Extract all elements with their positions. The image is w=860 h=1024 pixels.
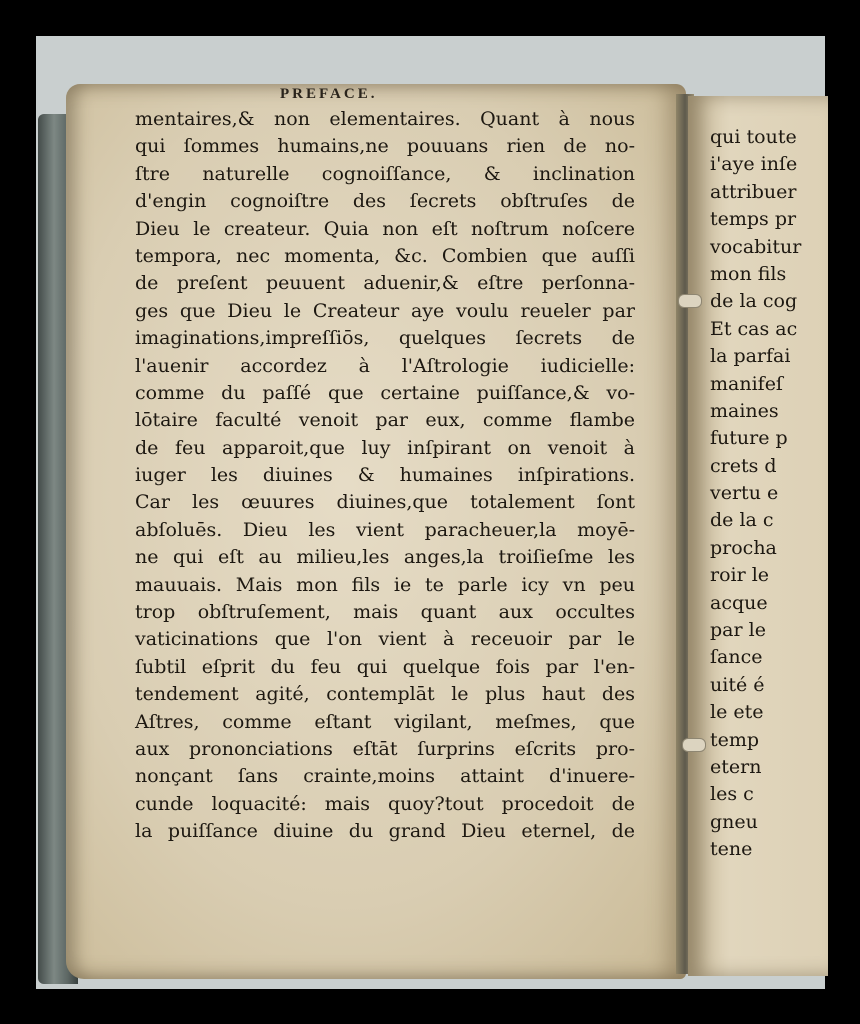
right-text-line: ſance [710,646,763,669]
text-line: cunde loquacité: mais quoy?tout procedoit de [135,792,635,815]
right-text-line: le ete [710,701,764,724]
right-text-line: roir le [710,564,770,587]
text-line: de feu apparoit,que luy inſpirant on venoit à [135,436,635,459]
text-line: ſubtil eſprit du feu qui quelque fois par l'en- [135,655,635,678]
text-line: ſtre naturelle cognoiſſance, & inclination [135,162,635,185]
right-text-line: future p [710,427,788,450]
text-line: lōtaire faculté venoit par eux, comme flambe [135,409,635,432]
right-text-line: Et cas ac [710,317,798,340]
right-text-line: mon fils [710,262,787,285]
right-text-line: qui toute [710,126,797,148]
right-text-line: crets d [710,454,777,477]
right-text-line: acque [710,591,768,614]
right-text-line: vertu e [710,482,779,505]
right-text-line: de la c [710,509,774,532]
right-text-line: maines [710,399,779,422]
text-line: ne qui eſt au milieu,les anges,la troiſieſme les [135,546,635,569]
text-line: trop obſtruſement, mais quant aux occultes [135,601,635,624]
text-line: tendement agité, contemplāt le plus haut des [135,683,635,706]
text-line: l'auenir accordez à l'Aſtrologie iudicielle: [135,354,635,377]
left-page-text [135,106,635,846]
text-line: Car les œuures diuines,que totalement ſont [135,491,635,514]
right-text-line: la parfai [710,345,791,368]
text-line: Dieu le createur. Quia non eſt noſtrum noſcere [135,217,635,240]
right-text-line: temps pr [710,208,797,231]
right-text-line: par le [710,619,766,642]
right-text-line: gneu [710,810,758,833]
text-line: vaticinations que l'on vient à receuoir par le [135,628,635,651]
right-text-line: temp [710,728,760,751]
right-text-line: manifeſ [710,372,783,395]
right-text-line: etern [710,755,762,778]
running-header: PREFACE. [280,86,378,102]
binding-thread [678,294,702,308]
text-line: mauuais. Mais mon fils ie te parle icy vn peu [135,573,635,596]
right-text-line: vocabitur [710,235,802,258]
right-text-line: tene [710,838,753,861]
text-line: imaginations,impreſſiōs, quelques ſecrets de [135,327,635,350]
text-line: Aſtres, comme eſtant vigilant, meſmes, que [135,710,635,733]
text-line: ges que Dieu le Createur aye voulu reueler par [135,299,635,322]
text-line: abſoluēs. Dieu les vient paracheuer,la moyē- [135,518,635,541]
binding-thread [682,738,706,752]
right-text-line: de la cog [710,290,798,313]
text-line: d'engin cognoiſtre des ſecrets obſtruſes de [135,190,635,213]
text-line: mentaires,& non elementaires. Quant à nous [135,108,635,130]
text-line: tempora, nec momenta, &c. Combien que auſſi [135,244,635,267]
text-line: qui ſommes humains,ne pouuans rien de no- [135,135,635,158]
right-text-line: attribuer [710,180,797,203]
text-line: de preſent peuuent aduenir,& eſtre perſonna- [135,272,635,295]
right-text-line: les c [710,783,754,806]
text-line: comme du paſſé que certaine puiſſance,& vo- [135,381,635,404]
right-page-text [710,124,801,864]
right-text-line: i'aye inſe [710,153,798,176]
text-line: la puiſſance diuine du grand Dieu eternel, de [135,820,635,843]
text-line: iuger les diuines & humaines inſpirations. [135,464,635,487]
text-line: aux prononciations eſtāt ſurprins eſcrits pro- [135,737,635,760]
right-text-line: uité é [710,673,765,696]
text-line: nonçant ſans crainte,moins attaint d'inuere- [135,765,635,788]
right-text-line: procha [710,536,777,559]
